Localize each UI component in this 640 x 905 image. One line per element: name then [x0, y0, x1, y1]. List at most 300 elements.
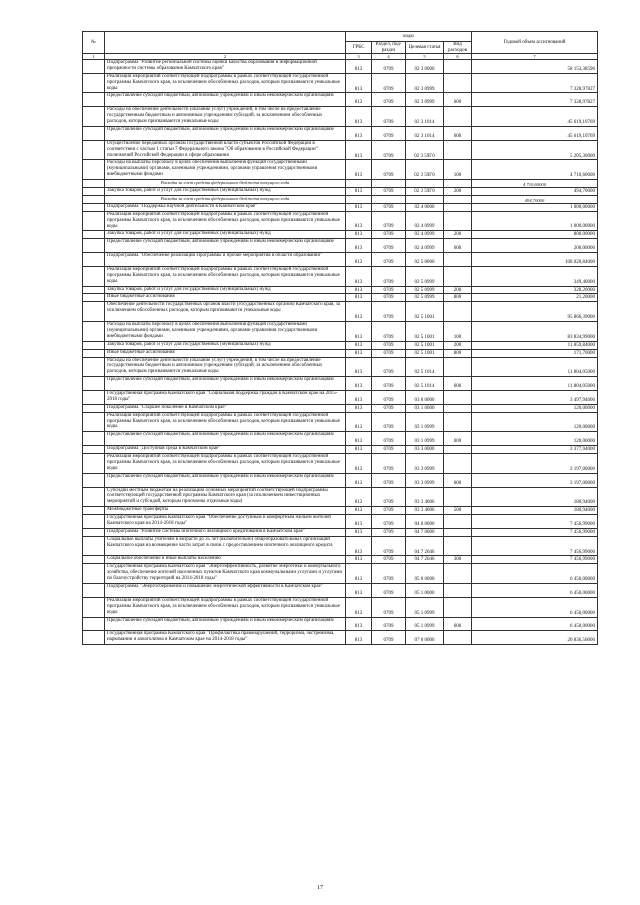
- row-grbs-cell: 813: [346, 239, 372, 253]
- row-sum-cell: 45 619,10769: [472, 126, 598, 140]
- row-vr-cell: [444, 446, 472, 454]
- row-name-cell: Подпрограмма "Энергосбережение и повышение энергетической эффективности в Камчатском крае": [105, 584, 346, 598]
- row-number-cell: [83, 597, 105, 617]
- row-razdel-cell: 0709: [372, 349, 406, 357]
- row-grbs-cell: 813: [346, 515, 372, 529]
- row-csr-cell: 02 5 1014: [406, 357, 444, 377]
- row-vr-cell: [444, 412, 472, 432]
- row-csr-cell: 03 3 4006: [406, 507, 444, 515]
- row-grbs-cell: 813: [346, 404, 372, 412]
- row-vr-cell: [444, 357, 472, 377]
- table-row: [83, 188, 598, 196]
- row-name-cell: Предоставление субсидий бюджетным, автономным учреждениям и иным некоммерческим организациям: [105, 473, 346, 487]
- row-grbs-cell: 813: [346, 294, 372, 302]
- row-name-cell: Подпрограмма "Доступная среда в Камчатском крае": [105, 446, 346, 454]
- row-number-cell: [83, 412, 105, 432]
- row-number-cell: [83, 454, 105, 474]
- row-sum-cell: 7 328,97827: [472, 93, 598, 107]
- row-razdel-cell: 0709: [372, 617, 406, 631]
- column-number: 1: [83, 54, 105, 60]
- row-csr-cell: 05 1 0999: [406, 617, 444, 631]
- row-csr-cell: 02 5 0999: [406, 286, 444, 294]
- row-name-cell: Обеспечение деятельности государственных органов власти (государственных органов) Камчатского края, за исключением обособленных расходов, которым присваиваются уникальные коды: [105, 302, 346, 322]
- row-razdel-cell: 0709: [372, 253, 406, 267]
- row-grbs-cell: 813: [346, 93, 372, 107]
- row-sum-cell: 11 859,84000: [472, 341, 598, 349]
- row-razdel-cell: 0709: [372, 432, 406, 446]
- row-number-cell: [83, 188, 105, 196]
- row-grbs-cell: 813: [346, 302, 372, 322]
- row-razdel-cell: 0709: [372, 188, 406, 196]
- row-name-cell: Государственная программа Камчатского края "Профилактика правонарушений, терроризма, экстремизма, наркомании и алкоголизма в Камчатском крае на 2014-2018 годы": [105, 631, 346, 645]
- row-sum-cell: 3 197,00000: [472, 454, 598, 474]
- row-razdel-cell: 0709: [372, 140, 406, 160]
- row-number-cell: [83, 253, 105, 267]
- row-razdel-cell: 0709: [372, 446, 406, 454]
- row-vr-cell: [444, 60, 472, 74]
- row-csr-cell: 03 1 0999: [406, 412, 444, 432]
- row-number-cell: [83, 404, 105, 412]
- row-number-cell: [83, 617, 105, 631]
- row-grbs-cell: 813: [346, 507, 372, 515]
- table-row: [83, 432, 598, 446]
- row-csr-cell: 03 3 0000: [406, 446, 444, 454]
- row-name-cell: Расходы на выплаты персоналу в целях обеспечения выполнения функций государственными (муниципальными) органами, казенными учреждениями, органами управления государственными внебюджетными фондами: [105, 160, 346, 180]
- table-row: [83, 515, 598, 529]
- row-name-cell: Закупка товаров, работ и услуг для государственных (муниципальных) нужд: [105, 286, 346, 294]
- row-vr-cell: 100: [444, 322, 472, 342]
- row-name-cell: Предоставление субсидий бюджетным, автономным учреждениям и иным некоммерческим организациям: [105, 432, 346, 446]
- row-name-cell: Иные бюджетные ассигнования: [105, 294, 346, 302]
- row-sum-cell: 7 328,97827: [472, 73, 598, 93]
- row-razdel-cell: 0709: [372, 126, 406, 140]
- table-row: [83, 454, 598, 474]
- row-number-cell: [83, 231, 105, 239]
- row-vr-cell: [444, 528, 472, 536]
- row-csr-cell: 04 0 0000: [406, 515, 444, 529]
- row-csr-cell: 02 5 0999: [406, 266, 444, 286]
- row-sum-cell: 58 153,38596: [472, 60, 598, 74]
- row-vr-cell: [444, 253, 472, 267]
- row-number-cell: [83, 239, 105, 253]
- table-row: [83, 294, 598, 302]
- table-row: [83, 126, 598, 140]
- row-csr-cell: 02 5 1001: [406, 349, 444, 357]
- row-sum-cell: 120,00000: [472, 412, 598, 432]
- table-note-row: [83, 180, 598, 188]
- row-csr-cell: 02 4 0999: [406, 239, 444, 253]
- table-row: [83, 322, 598, 342]
- table-row: [83, 60, 598, 74]
- row-sum-cell: 494,70000: [472, 195, 598, 203]
- row-vr-cell: 500: [444, 507, 472, 515]
- row-vr-cell: [444, 302, 472, 322]
- row-csr-cell: 02 3 0999: [406, 93, 444, 107]
- row-sum-cell: 1 000,00000: [472, 203, 598, 211]
- row-sum-cell: 3 197,00000: [472, 473, 598, 487]
- row-sum-cell: 7 456,99000: [472, 528, 598, 536]
- table-row: [83, 584, 598, 598]
- row-razdel-cell: [372, 180, 406, 188]
- table-row: [83, 302, 598, 322]
- table-row: [83, 266, 598, 286]
- row-sum-cell: 20 836,50000: [472, 631, 598, 645]
- row-vr-cell: 600: [444, 432, 472, 446]
- row-number-cell: [83, 93, 105, 107]
- row-csr-cell: 03 1 0999: [406, 432, 444, 446]
- row-razdel-cell: 0709: [372, 107, 406, 127]
- table-note-row: [83, 195, 598, 203]
- row-csr-cell: 04 7 2046: [406, 556, 444, 564]
- row-vr-cell: [444, 211, 472, 231]
- row-razdel-cell: 0709: [372, 266, 406, 286]
- row-number-cell: [83, 349, 105, 357]
- table-row: [83, 597, 598, 617]
- row-grbs-cell: 813: [346, 349, 372, 357]
- row-grbs-cell: 813: [346, 160, 372, 180]
- table-row: [83, 487, 598, 507]
- table-body: [83, 60, 598, 645]
- row-grbs-cell: 813: [346, 203, 372, 211]
- row-number-cell: [83, 536, 105, 556]
- row-name-cell: Предоставление субсидий бюджетным, автономным учреждениям и иным некоммерческим организациям: [105, 239, 346, 253]
- row-name-cell: Расходы на обеспечение деятельности (оказание услуг) учреждений, в том числе на предоставление государственным бюджетным и автономным учреждениям субсидий, за исключением обособленных расходов, которым присваиваются уникальные коды: [105, 107, 346, 127]
- row-csr-cell: 02 3 59Г0: [406, 160, 444, 180]
- header-csr: Целевая статья: [406, 42, 444, 54]
- row-csr-cell: 02 3 1014: [406, 107, 444, 127]
- row-grbs-cell: 813: [346, 446, 372, 454]
- row-name-cell: Социальные выплаты учителям в возрасте до 35 лет (включительно) общеобразовательных организаций Камчатского края на возмещение части затрат в связи с предоставлением ипотечного жилищного кредита: [105, 536, 346, 556]
- row-csr-cell: 04 7 0000: [406, 528, 444, 536]
- row-razdel-cell: 0709: [372, 404, 406, 412]
- row-sum-cell: 328,20000: [472, 286, 598, 294]
- table-row: [83, 239, 598, 253]
- row-name-cell: Подпрограмма "Развитие региональной системы оценки качества образования и информационной прозрачности системы образования Камчатского края": [105, 60, 346, 74]
- row-sum-cell: 800,00000: [472, 231, 598, 239]
- row-name-cell: Реализация мероприятий соответствующей подпрограммы в рамках соответствующей государственной программы Камчатского края, за исключением обособленных расходов, которым присваиваются уникальные коды: [105, 266, 346, 286]
- row-vr-cell: 800: [444, 294, 472, 302]
- row-grbs-cell: 813: [346, 188, 372, 196]
- row-grbs-cell: 813: [346, 617, 372, 631]
- row-vr-cell: 200: [444, 341, 472, 349]
- row-razdel-cell: 0709: [372, 564, 406, 584]
- row-razdel-cell: 0709: [372, 556, 406, 564]
- row-number-cell: [83, 487, 105, 507]
- row-name-cell: Предоставление субсидий бюджетным, автономным учреждениям и иным некоммерческим организациям: [105, 126, 346, 140]
- row-number-cell: [83, 322, 105, 342]
- column-number: 2: [105, 54, 346, 60]
- column-number: 5: [406, 54, 444, 60]
- row-csr-cell: 05 1 0000: [406, 584, 444, 598]
- row-vr-cell: 200: [444, 286, 472, 294]
- row-number-cell: [83, 584, 105, 598]
- row-number-cell: [83, 203, 105, 211]
- row-vr-cell: 100: [444, 160, 472, 180]
- row-sum-cell: 6 450,00000: [472, 584, 598, 598]
- row-csr-cell: 03 3 0999: [406, 454, 444, 474]
- row-csr-cell: 03 0 0000: [406, 390, 444, 404]
- column-number: 6: [444, 54, 472, 60]
- table-row: [83, 160, 598, 180]
- row-number-cell: [83, 432, 105, 446]
- row-sum-cell: 11 804,05000: [472, 377, 598, 391]
- table-row: [83, 286, 598, 294]
- row-vr-cell: [444, 584, 472, 598]
- row-sum-cell: 3 497,94000: [472, 390, 598, 404]
- row-sum-cell: 7 456,99000: [472, 515, 598, 529]
- row-grbs-cell: 813: [346, 432, 372, 446]
- row-razdel-cell: 0709: [372, 294, 406, 302]
- row-csr-cell: 02 5 0000: [406, 253, 444, 267]
- row-name-cell: Подпрограмма "Развитие системы ипотечного жилищного кредитования в Камчатском крае": [105, 528, 346, 536]
- row-vr-cell: [444, 515, 472, 529]
- row-razdel-cell: 0709: [372, 412, 406, 432]
- row-number-cell: [83, 266, 105, 286]
- row-name-cell: Предоставление субсидий бюджетным, автономным учреждениям и иным некоммерческим организациям: [105, 377, 346, 391]
- row-razdel-cell: 0709: [372, 203, 406, 211]
- row-csr-cell: 02 5 1001: [406, 322, 444, 342]
- row-csr-cell: 03 3 4006: [406, 487, 444, 507]
- row-number-cell: [83, 286, 105, 294]
- row-sum-cell: 4 710,60000: [472, 160, 598, 180]
- row-name-cell: Закупка товаров, работ и услуг для государственных (муниципальных) нужд: [105, 341, 346, 349]
- table-row: [83, 564, 598, 584]
- row-grbs-cell: 813: [346, 266, 372, 286]
- row-grbs-cell: 813: [346, 322, 372, 342]
- header-razdel: Раздел, под-раздел: [372, 42, 406, 54]
- row-number-cell: [83, 631, 105, 645]
- row-grbs-cell: 813: [346, 584, 372, 598]
- row-sum-cell: 6 450,00000: [472, 597, 598, 617]
- row-name-cell: Иные бюджетные ассигнования: [105, 349, 346, 357]
- row-number-cell: [83, 160, 105, 180]
- row-vr-cell: 600: [444, 377, 472, 391]
- row-name-cell: Подпрограмма "Обеспечение реализации Программы и прочие мероприятия в области образования": [105, 253, 346, 267]
- row-grbs-cell: 813: [346, 564, 372, 584]
- row-vr-cell: 200: [444, 231, 472, 239]
- row-number-cell: [83, 564, 105, 584]
- row-vr-cell: 200: [444, 188, 472, 196]
- row-vr-cell: 600: [444, 473, 472, 487]
- row-csr-cell: 02 3 0999: [406, 73, 444, 93]
- row-sum-cell: 120,00000: [472, 432, 598, 446]
- row-vr-cell: [444, 631, 472, 645]
- row-grbs-cell: 813: [346, 107, 372, 127]
- header-name: [105, 32, 346, 54]
- row-vr-cell: [444, 107, 472, 127]
- row-grbs-cell: 813: [346, 454, 372, 474]
- header-vr: Вид расходов: [444, 42, 472, 54]
- row-name-cell: Расходы на обеспечение деятельности (оказание услуг) учреждений, в том числе на предоставление государственным бюджетным и автономным учреждениям субсидий, за исключением обособленных расходов, которым присваиваются уникальные коды: [105, 357, 346, 377]
- row-csr-cell: 04 7 2046: [406, 536, 444, 556]
- row-grbs-cell: 813: [346, 473, 372, 487]
- row-razdel-cell: 0709: [372, 536, 406, 556]
- row-vr-cell: 300: [444, 556, 472, 564]
- row-razdel-cell: [372, 195, 406, 203]
- row-number-cell: [83, 556, 105, 564]
- row-name-cell: Закупка товаров, работ и услуг для государственных (муниципальных) нужд: [105, 188, 346, 196]
- row-razdel-cell: 0709: [372, 211, 406, 231]
- table-row: [83, 412, 598, 432]
- row-grbs-cell: 813: [346, 390, 372, 404]
- row-name-cell: Расходы на выплаты персоналу в целях обеспечения выполнения функций государственными (муниципальными) органами, казенными учреждениями, органами управления государственными внебюджетными фондами: [105, 322, 346, 342]
- row-razdel-cell: 0709: [372, 487, 406, 507]
- row-razdel-cell: 0709: [372, 584, 406, 598]
- row-number-cell: [83, 195, 105, 203]
- row-sum-cell: 45 619,10769: [472, 107, 598, 127]
- row-sum-cell: 6 450,00000: [472, 564, 598, 584]
- row-grbs-cell: 813: [346, 528, 372, 536]
- row-razdel-cell: 0709: [372, 60, 406, 74]
- row-sum-cell: 83 834,99000: [472, 322, 598, 342]
- row-grbs-cell: 813: [346, 286, 372, 294]
- table-row: [83, 140, 598, 160]
- table-row: [83, 73, 598, 93]
- column-number: 3: [346, 54, 372, 60]
- row-name-cell: Реализация мероприятий соответствующей подпрограммы в рамках соответствующей государственной программы Камчатского края, за исключением обособленных расходов, которым присваиваются уникальные коды: [105, 211, 346, 231]
- row-vr-cell: 600: [444, 126, 472, 140]
- row-number-cell: [83, 60, 105, 74]
- row-sum-cell: 120,00000: [472, 404, 598, 412]
- row-sum-cell: 200,00000: [472, 239, 598, 253]
- row-sum-cell: 494,70000: [472, 188, 598, 196]
- table-row: [83, 556, 598, 564]
- header-codes: коды: [346, 32, 472, 42]
- row-vr-cell: [444, 203, 472, 211]
- row-sum-cell: 7 456,99000: [472, 556, 598, 564]
- row-csr-cell: 07 0 0000: [406, 631, 444, 645]
- row-sum-cell: 6 450,00000: [472, 617, 598, 631]
- row-name-cell: Социальное обеспечение и иные выплаты населению: [105, 556, 346, 564]
- row-vr-cell: [444, 73, 472, 93]
- row-vr-cell: [444, 487, 472, 507]
- row-name-cell: Государственная программа Камчатского края "Обеспечение доступным и комфортным жильем жителей Камчатского края на 2014-2018 годы": [105, 515, 346, 529]
- row-csr-cell: 02 3 59Г0: [406, 188, 444, 196]
- row-sum-cell: 3 377,94000: [472, 446, 598, 454]
- row-name-cell: Реализация мероприятий соответствующей подпрограммы в рамках соответствующей государственной программы Камчатского края, за исключением обособленных расходов, которым присваиваются уникальные коды: [105, 597, 346, 617]
- row-csr-cell: 05 1 0999: [406, 597, 444, 617]
- row-razdel-cell: 0709: [372, 73, 406, 93]
- row-csr-cell: 02 5 1014: [406, 377, 444, 391]
- row-grbs-cell: 813: [346, 341, 372, 349]
- row-grbs-cell: 813: [346, 487, 372, 507]
- row-sum-cell: 7 456,99000: [472, 536, 598, 556]
- row-grbs-cell: 813: [346, 536, 372, 556]
- row-razdel-cell: 0709: [372, 390, 406, 404]
- row-name-cell: Реализация мероприятий соответствующей подпрограммы в рамках соответствующей государственной программы Камчатского края, за исключением обособленных расходов, которым присваиваются уникальные коды: [105, 73, 346, 93]
- row-vr-cell: [444, 597, 472, 617]
- header-sum: Годовой объем ассигнований: [472, 32, 598, 54]
- row-grbs-cell: [346, 180, 372, 188]
- row-razdel-cell: 0709: [372, 631, 406, 645]
- row-sum-cell: 95 866,39000: [472, 302, 598, 322]
- table-header-row: [83, 32, 598, 42]
- row-name-cell: Подпрограмма "Старшее поколение в Камчатском крае": [105, 404, 346, 412]
- budget-table: [82, 31, 598, 645]
- row-grbs-cell: 813: [346, 126, 372, 140]
- row-razdel-cell: 0709: [372, 231, 406, 239]
- row-vr-cell: [444, 195, 472, 203]
- row-number-cell: [83, 107, 105, 127]
- row-grbs-cell: 813: [346, 556, 372, 564]
- row-number-cell: [83, 473, 105, 487]
- row-number-cell: [83, 357, 105, 377]
- row-vr-cell: 600: [444, 93, 472, 107]
- table-row: [83, 473, 598, 487]
- table-row: [83, 253, 598, 267]
- row-vr-cell: 800: [444, 349, 472, 357]
- row-number-cell: [83, 507, 105, 515]
- table-row: [83, 536, 598, 556]
- row-sum-cell: 1 000,00000: [472, 211, 598, 231]
- row-vr-cell: [444, 390, 472, 404]
- table-row: [83, 390, 598, 404]
- row-sum-cell: 108 020,84000: [472, 253, 598, 267]
- row-vr-cell: [444, 404, 472, 412]
- row-grbs-cell: 813: [346, 597, 372, 617]
- table-row: [83, 211, 598, 231]
- table-row: [83, 341, 598, 349]
- row-csr-cell: 02 3 1014: [406, 126, 444, 140]
- table-row: [83, 93, 598, 107]
- row-number-cell: [83, 180, 105, 188]
- row-csr-cell: 02 4 0000: [406, 203, 444, 211]
- row-name-cell: Субсидии местным бюджетам на реализацию основных мероприятий соответствующей подпрограммы соответствующей государственной программы Камчатского края (за исключением инвестиционных мероприятий и субсидий, которым присвоены отдельные коды): [105, 487, 346, 507]
- row-vr-cell: [444, 140, 472, 160]
- row-grbs-cell: 813: [346, 211, 372, 231]
- row-grbs-cell: 813: [346, 357, 372, 377]
- row-razdel-cell: 0709: [372, 341, 406, 349]
- table-row: [83, 446, 598, 454]
- row-number-cell: [83, 341, 105, 349]
- row-number-cell: [83, 302, 105, 322]
- row-razdel-cell: 0709: [372, 597, 406, 617]
- row-razdel-cell: 0709: [372, 507, 406, 515]
- row-razdel-cell: 0709: [372, 473, 406, 487]
- row-sum-cell: 21,20000: [472, 294, 598, 302]
- row-name-cell: Осуществление переданных органам государственной власти субъектов Российской Федерации в соответствии с частью 1 статьи 7 Федерального закона "Об образовании в Российской Федерации" полномочий Российской Федерации в сфере образования: [105, 140, 346, 160]
- row-vr-cell: [444, 564, 472, 584]
- row-csr-cell: 05 0 0000: [406, 564, 444, 584]
- column-number: 7: [472, 54, 598, 60]
- row-csr-cell: 02 4 0999: [406, 211, 444, 231]
- row-sum-cell: 171,70000: [472, 349, 598, 357]
- row-number-cell: [83, 140, 105, 160]
- row-number-cell: [83, 515, 105, 529]
- column-number: 4: [372, 54, 406, 60]
- row-number-cell: [83, 294, 105, 302]
- row-grbs-cell: 813: [346, 377, 372, 391]
- row-name-cell: Реализация мероприятий соответствующей подпрограммы в рамках соответствующей государственной программы Камчатского края, за исключением обособленных расходов, которым присваиваются уникальные коды: [105, 454, 346, 474]
- budget-table-sheet: [82, 31, 597, 645]
- table-row: [83, 404, 598, 412]
- row-grbs-cell: 813: [346, 60, 372, 74]
- row-csr-cell: 03 3 0999: [406, 473, 444, 487]
- table-row: [83, 377, 598, 391]
- row-name-cell: Расходы за счет средств федерального бюджета текущего года: [105, 180, 346, 188]
- row-vr-cell: [444, 454, 472, 474]
- page-number: 17: [317, 885, 323, 891]
- row-number-cell: [83, 126, 105, 140]
- row-number-cell: [83, 73, 105, 93]
- row-grbs-cell: 813: [346, 412, 372, 432]
- row-name-cell: Предоставление субсидий бюджетным, автономным учреждениям и иным некоммерческим организациям: [105, 93, 346, 107]
- row-razdel-cell: 0709: [372, 286, 406, 294]
- row-name-cell: Закупка товаров, работ и услуг для государственных (муниципальных) нужд: [105, 231, 346, 239]
- header-number: №: [83, 32, 105, 54]
- table-row: [83, 203, 598, 211]
- table-row: [83, 528, 598, 536]
